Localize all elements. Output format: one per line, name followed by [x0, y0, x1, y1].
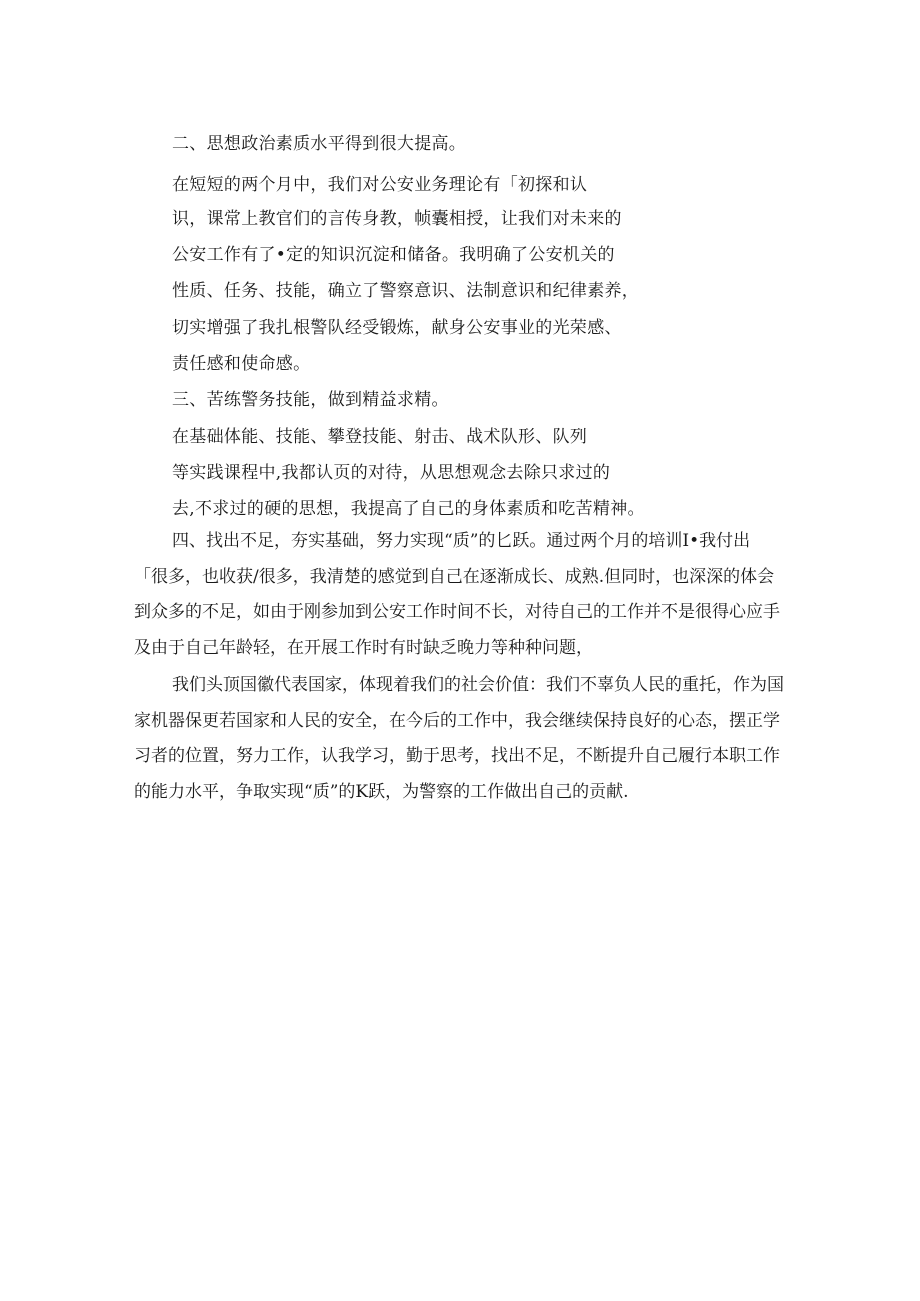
section-four-paragraph: 四、找出不足，夯实基础，努力实现“质”的匕跃。通过两个月的培训I•我付出「很多，也收获/很多，我清楚的感觉到自己在逐渐成长、成熟.但同时，也深深的体会到众多的不足，如由于刚参加到公安工作时间不长，对待自己的工作并不是很得心应手及由于自己年龄轻，在开展工作时有时缺乏晚力等种种问题，: [134, 531, 780, 658]
text-line: 责任感和使命感。: [172, 354, 311, 374]
section-two-heading: 二、思想政治素质水平得到很大提高。: [172, 134, 467, 154]
closing-paragraph: 我们头顶国徽代表国家，体现着我们的社会价值：我们不辜负人民的重托，作为国家机器保更若国家和人民的安全，在今后的工作中，我会继续保持良好的心态，摆正学习者的位置，努力工作，认我学习，勤于思考，找出不足，不断提升自己履行本职工作的能力水平，争取实现“质”的K跃，为警察的工作做出自己的贡献.: [134, 675, 784, 802]
text-line: 等实践课程中,我都认页的对待，从思想观念去除只求过的: [172, 463, 611, 483]
text-line: 在基础体能、技能、攀登技能、射击、战术队形、队列: [172, 427, 588, 447]
text-line: 去,不求过的硬的思想，我提高了自己的身体素质和吃苦精神。: [172, 499, 645, 519]
text-line: 识，课常上教官们的言传身教，帧囊相授，让我们对未来的: [172, 209, 622, 229]
text-line: 切实增强了我扎根警队经受锻炼，献身公安事业的光荣感、: [172, 318, 622, 338]
section-three-heading: 三、苦练警务技能，做到精益求精。: [172, 390, 449, 410]
text-line: 性质、任务、技能，确立了警察意识、法制意识和纪律素养，: [172, 281, 640, 301]
text-line: 在短短的两个月中，我们对公安业务理论有「初探和认: [172, 175, 588, 195]
text-line: 公安工作有了•定的知识沉淀和储备。我明确了公安机关的: [172, 245, 615, 265]
